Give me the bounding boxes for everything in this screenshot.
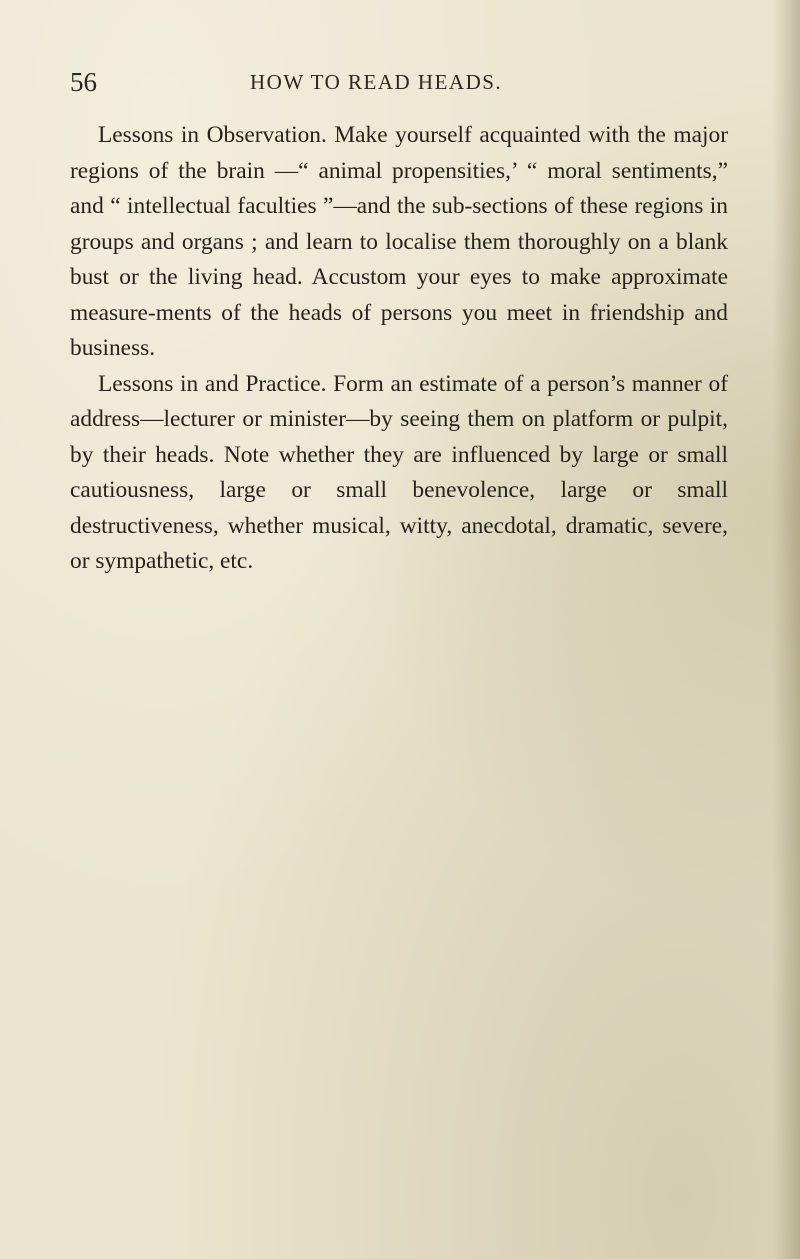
paragraph-observation: Lessons in Observation. Make yourself acquainted with the major regions of the brain —“ animal propensities,’ “ moral sentiments,” and “ intellectual faculties ”—and the sub-sections of these regions in groups and organs ; and learn to localise them thoroughly on a blank bust or the living head. Accustom your eyes to make approximate measure-ments of the heads of persons you meet in friendship and business. bbox=[70, 122, 728, 361]
body-text bbox=[70, 118, 728, 580]
running-head: HOW TO READ HEADS. bbox=[250, 70, 503, 94]
page-edge-shadow bbox=[772, 0, 800, 1259]
page-number: 56 bbox=[70, 67, 97, 97]
paragraph-practice: Lessons in and Practice. Form an estimate of a person’s manner of address—lecturer or minister—by seeing them on platform or pulpit, by their heads. Note whether they are influenced by large or small cautiousness, large or small benevolence, large or small destructiveness, whether musical, witty, anecdotal, dramatic, severe, or sympathetic, etc. bbox=[70, 370, 728, 574]
page-header bbox=[70, 66, 730, 98]
